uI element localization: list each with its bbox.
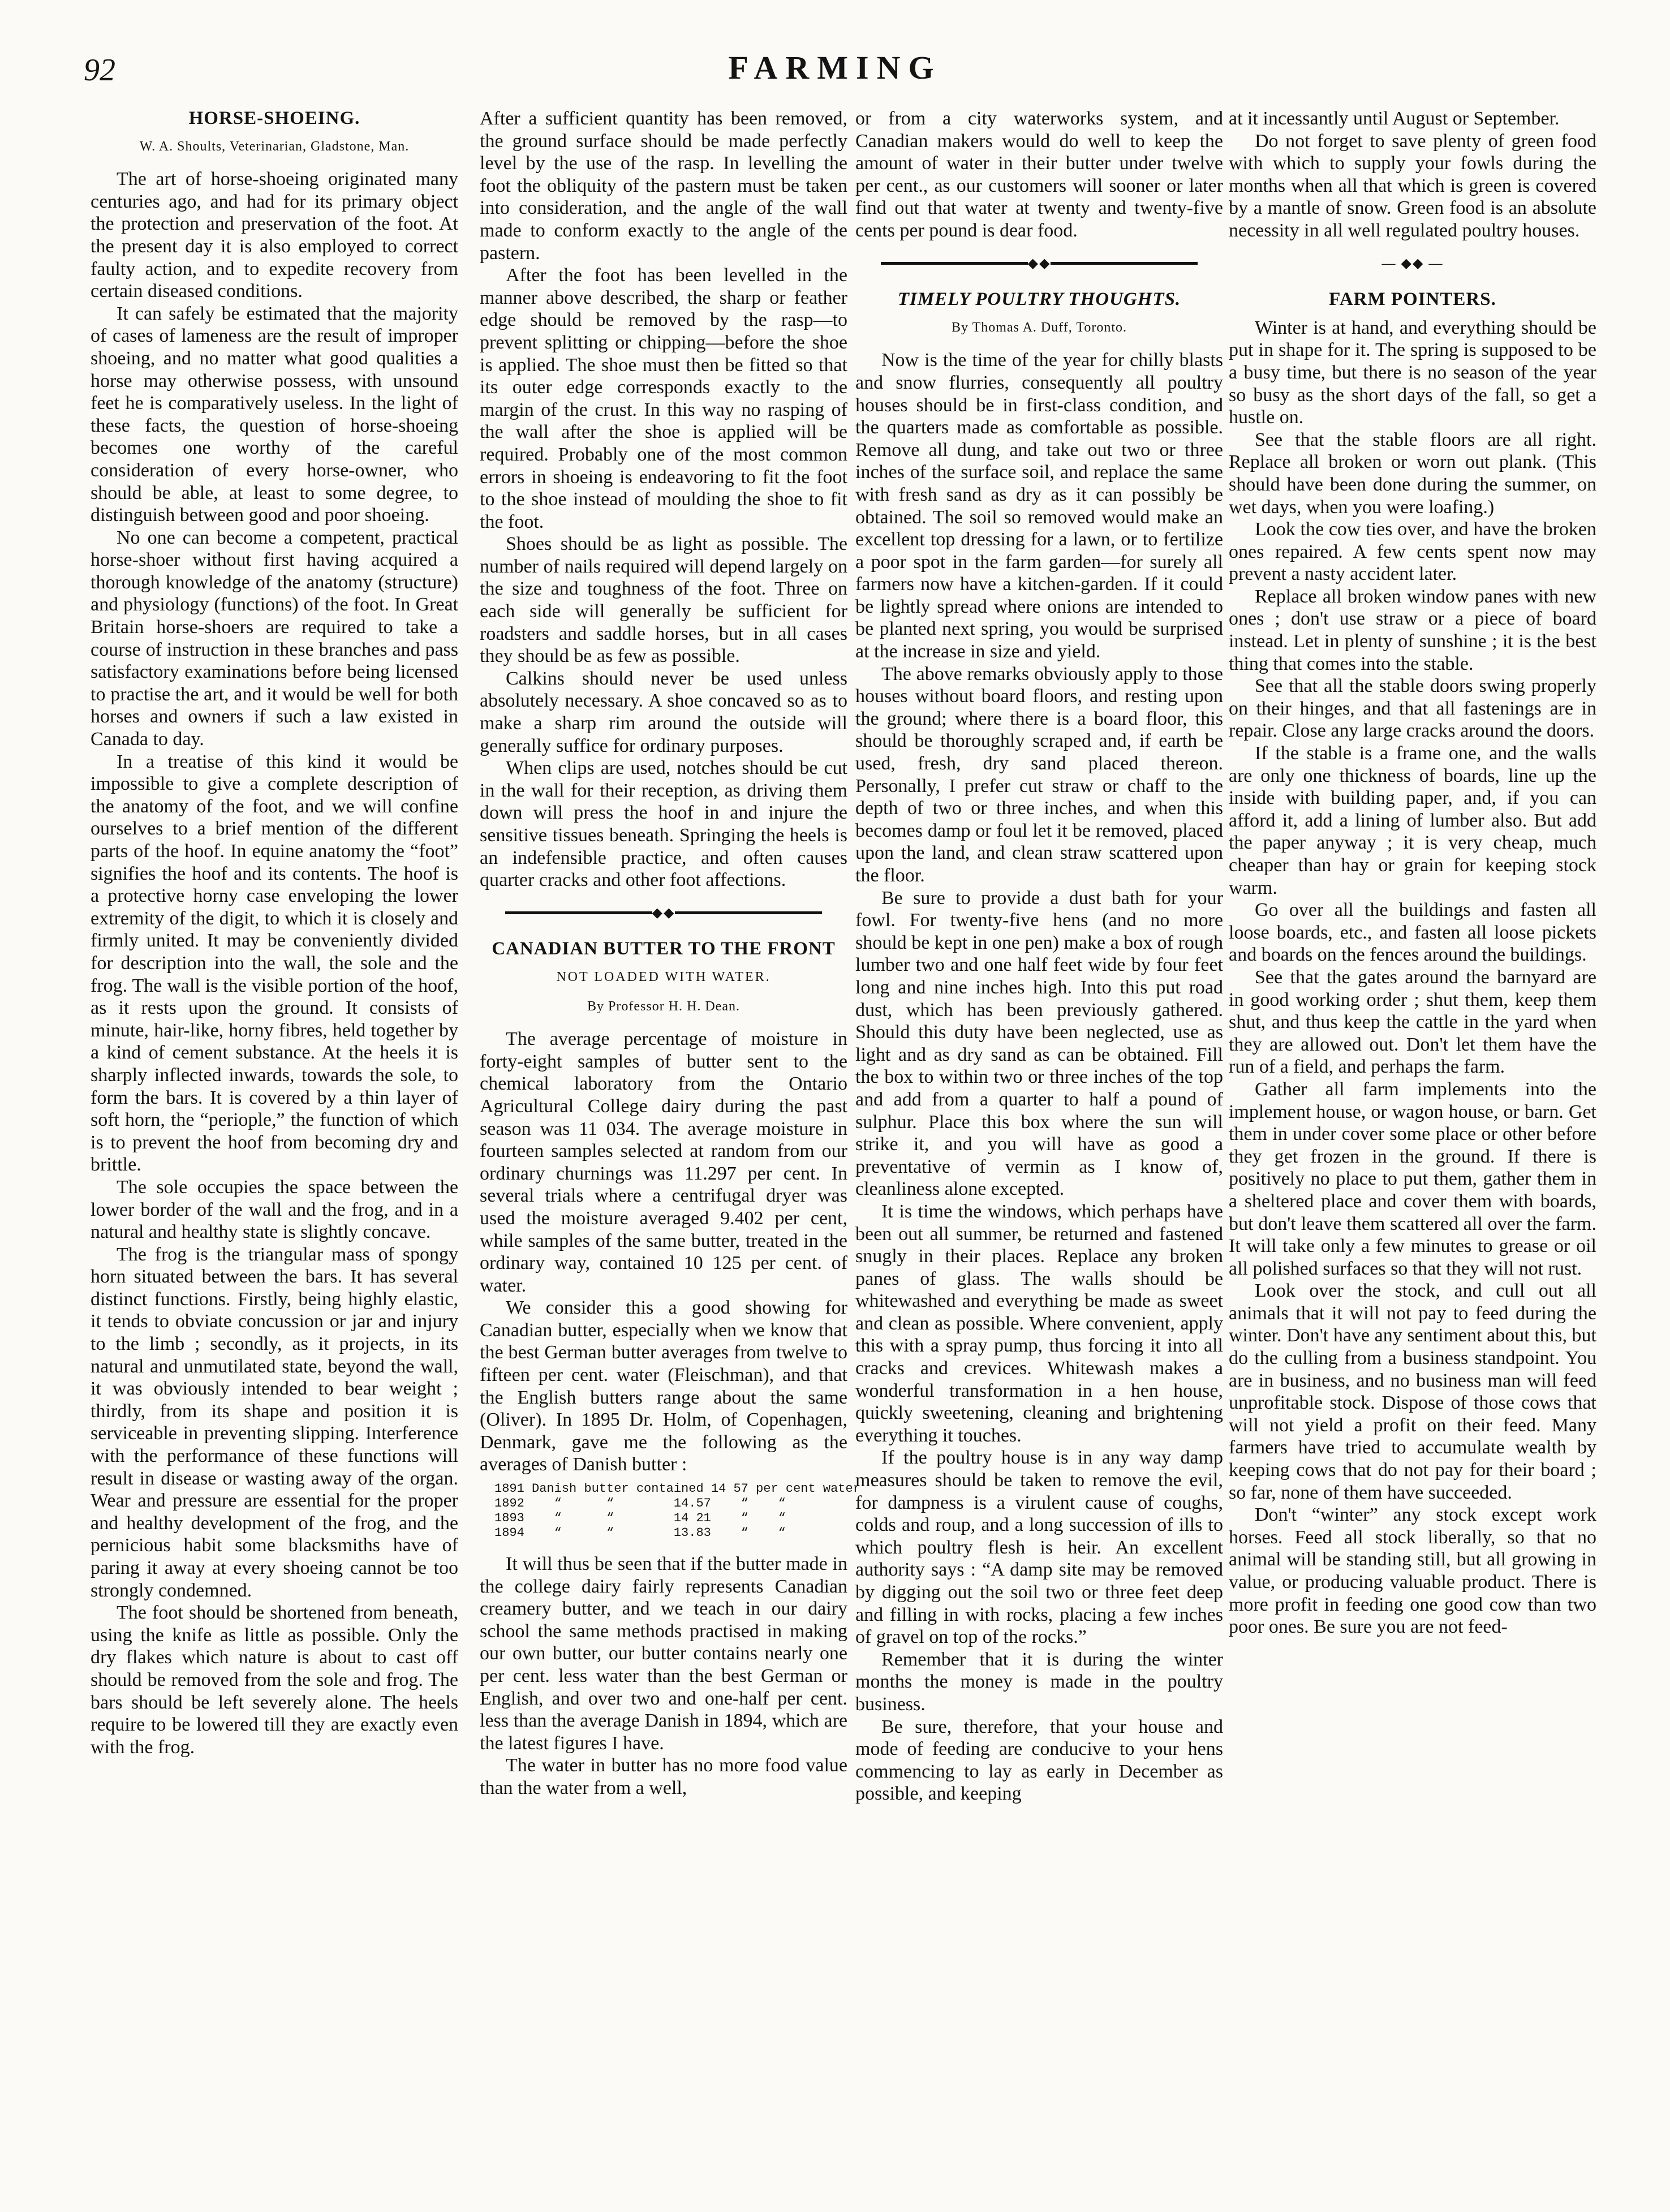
paragraph: The sole occupies the space between the lower border of the wall and the frog, and in a natural and healthy state is slightly concave. [91,1176,458,1243]
paragraph: Now is the time of the year for chilly blasts and snow flurries, consequently all poultry houses should be in first-class condition, and the quarters made as comfortable as possible. Remove all dung, and take out two or three inches of the surface soil, and replace the same with fresh sand as dry as it can possibly be obtained. The soil so removed would make an excellent top dressing for a lawn, or to fertilize a poor spot in the farm garden—for surely all farmers now have a kitchen-garden. If it could be lightly spread where onions are intended to be planted next spring, you would be surprised at the increase in size and yield. [855,350,1223,662]
column-1 [91,107,458,1758]
paragraph: Calkins should never be used unless absolutely necessary. A shoe concaved so as to make a sharp rim around the outside will generally suffice for ordinary purposes. [480,668,847,756]
paragraph: After a sufficient quantity has been removed, the ground surface should be made perfectly level by the use of the rasp. In levelling the foot the obliquity of the pastern must be taken into consideration, and the angle of the wall made to conform exactly to the angle of the pastern. [480,108,847,264]
paragraph: The above remarks obviously apply to those houses without board floors, and resting upon the ground; where there is a board floor, this should be thoroughly scraped and, if earth be used, fresh, dry sand placed thereon. Personally, I prefer cut straw or chaff to the depth of two or three inches, and when this becomes damp or foul let it be removed, placed upon the land, and clean straw scattered upon the floor. [855,663,1223,886]
byline-poultry: By Thomas A. Duff, Toronto. [952,320,1127,335]
column-2 [480,107,860,1800]
paragraph: Do not forget to save plenty of green food with which to supply your fowls during the months when all that which is green is covered by a mantle of snow. Green food is an absolute necessity in all well regulated poultry houses. [1229,130,1596,241]
paragraph: Be sure, therefore, that your house and mode of feeding are conducive to your hens commencing to lay as early in December as possible, and keeping [855,1716,1223,1805]
paragraph: The average percentage of moisture in forty-eight samples of butter sent to the chemical laboratory from the Ontario Agricultural College dairy during the past season was 11 034. The average moisture in fourteen samples selected at random from our ordinary churnings was 11.297 per cent. In several trials where a centrifugal dryer was used the moisture averaged 9.402 per cent, while samples of the same butter, treated in the ordinary way, contained 10 125 per cent. of water. [480,1028,847,1296]
paragraph: Look the cow ties over, and have the broken ones repaired. A few cents spent now may prevent a nasty accident later. [1229,519,1596,585]
table-row: 1893 “ “ 14 21 “ “ [494,1511,786,1526]
paragraph: The art of horse-shoeing originated many centuries ago, and had for its primary object the protection and preservation of the foot. At the present day it is also employed to correct faulty action, and to expedite recovery from certain diseased conditions. [91,169,458,302]
table-row: 1891 Danish butter contained 14 57 per cent water [494,1482,860,1496]
article-title-butter: CANADIAN BUTTER TO THE FRONT [492,939,836,959]
page-number: 92 [84,53,115,88]
paragraph: See that the stable floors are all right. Replace all broken or worn out plank. (This should have been done during the summer, on wet days, when you were loafing.) [1229,429,1596,518]
paragraph: Winter is at hand, and everything should be put in shape for it. The spring is supposed to be a busy time, but there is no season of the year so busy as the short days of the fall, so get a hustle on. [1229,317,1596,428]
column-3 [855,107,1223,1805]
paragraph: No one can become a competent, practical horse-shoer without first having acquired a thorough knowledge of the anatomy (structure) and physiology (functions) of the foot. In Great Britain horse-shoers are required to take a course of instruction in these branches and pass satisfactory examinations before being licensed to practise the art, and it would be well for both horses and owners if such a law existed in Canada to day. [91,527,458,750]
paragraph: After the foot has been levelled in the manner above described, the sharp or feather edge should be removed by the rasp—to prevent splitting or chipping—before the shoe is applied. The shoe must then be fitted so that its outer edge corresponds exactly to the margin of the crust. In this way no rasping of the wall after the shoe is applied will be required. Probably one of the most common errors in shoeing is endeavoring to fit the foot to the shoe instead of moulding the shoe to fit the foot. [480,265,847,532]
paragraph: We consider this a good showing for Canadian butter, especially when we know that the best German butter averages from twelve to fifteen per cent. water (Fleischman), and that the English butters range about the same (Oliver). In 1895 Dr. Holm, of Copenhagen, Denmark, gave me the following as the averages of Danish butter : [480,1297,847,1475]
paragraph: Go over all the buildings and fasten all loose boards, etc., and fasten all loose pickets and boards on the fences around the buildings. [1229,900,1596,966]
paragraph: It will thus be seen that if the butter made in the college dairy fairly represents Canadian creamery butter, and we teach in our dairy school the same methods practised in making our own butter, our butter contains nearly one per cent. less water than the best German or English, and over two and one-half per cent. less than the average Danish in 1894, which are the latest figures I have. [480,1553,847,1754]
paragraph: The foot should be shortened from beneath, using the knife as little as possible. Only the dry flakes which nature is about to cast off should be removed from the sole and frog. The bars should be left severely alone. The heels require to be lowered till they are exactly even with the frog. [91,1602,458,1758]
paragraph: Replace all broken window panes with new ones ; don't use straw or a piece of board instead. Let in plenty of sunshine ; it is the best thing that comes into the stable. [1229,586,1596,674]
table-row: 1892 “ “ 14.57 “ “ [494,1496,786,1511]
paragraph: The frog is the triangular mass of spongy horn situated between the bars. It has several distinct functions. Firstly, being highly elastic, it tends to obviate concussion or jar and injury to the limb ; secondly, as it projects, in its natural and unmutilated state, beyond the wall, it was obviously intended to bear weight ; thirdly, from its shape and position it is serviceable in preventing slipping. Interference with the performance of these functions will result in disease or wasting away of the organ. Wear and pressure are essential for the proper and healthy development of the frog, and the pernicious habit some blacksmiths have of paring it away at every shoeing cannot be too strongly condemned. [91,1243,458,1601]
paragraph: If the poultry house is in any way damp measures should be taken to remove the evil, for dampness is a virulent cause of coughs, colds and roup, and a long succession of ills to which poultry flesh is heir. An excellent authority says : “A damp site may be removed by digging out the soil two or three feet deep and filling in with rocks, placing a few inches of gravel on top of the rocks.” [855,1447,1223,1648]
paragraph: Remember that it is during the winter months the money is made in the poultry business. [855,1649,1223,1715]
running-head: FARMING [728,49,942,86]
paragraph: See that all the stable doors swing properly on their hinges, and that all fastenings are in repair. Close any large cracks around the doors. [1229,675,1596,742]
paragraph: The water in butter has no more food value than the water from a well, [480,1755,847,1798]
paragraph: Be sure to provide a dust bath for your fowl. For twenty-five hens (and no more should be kept in one pen) make a box of rough lumber two and one half feet wide by four feet long and nine inches high. Into this put road dust, which has been previously gathered. Should this duty have been neglected, use as light and as dry sand as can be obtained. Fill the box to within two or three inches of the top and add from a quarter to half a pound of sulphur. Place this box where the sun will strike it, and you will have as good a preventative of vermin as I know of, cleanliness alone excepted. [855,887,1223,1200]
paragraph: It is time the windows, which perhaps have been out all summer, be returned and fastened snugly in their places. Replace any broken panes of glass. The walls should be whitewashed and everything be made as sweet and clean as possible. Where convenient, apply this with a spray pump, thus forcing it into all cracks and crevices. Whitewash makes a wonderful transformation in a hen house, quickly sweetening, cleaning and brightening everything it touches. [855,1200,1223,1446]
paragraph: Gather all farm implements into the implement house, or wagon house, or barn. Get them in under cover some place or other before they get frozen in the ground. If there is positively no place to put them, gather them in a sheltered place and cover them with boards, but don't leave them scattered all over the farm. It will take only a few minutes to grease or oil all polished surfaces so that they will not rust. [1229,1078,1596,1279]
article-subtitle-butter: NOT LOADED WITH WATER. [556,969,771,984]
article-title-horse-shoeing: HORSE-SHOEING. [188,108,360,128]
danish-butter-table [494,1482,860,1540]
paragraph: When clips are used, notches should be cut in the wall for their reception, as driving them down will press the hoof in and injure the sensitive tissues beneath. Springing the heels is an indefensible practice, and often causes quarter cracks and other foot affections. [480,758,847,891]
paragraph: Look over the stock, and cull out all animals that it will not pay to feed during the winter. Don't have any sentiment about this, but do the culling from a business standpoint. You are in business, and no business man will feed unprofitable stock. Dispose of those cows that will not yield a profit on their feed. Many farmers have tried to accumulate wealth by keeping cows that do not pay for their board ; so far, none of them have succeeded. [1229,1280,1596,1503]
section-divider: — ◆◆ — [1381,256,1444,271]
section-divider: ◆◆ [855,251,1223,276]
table-row: 1894 “ “ 13.83 “ “ [494,1526,786,1540]
column-4 [1229,107,1596,1638]
paragraph: Shoes should be as light as possible. The number of nails required will depend largely on the size and toughness of the foot. Three on each side will generally be sufficient for roadsters and saddle horses, but in all cases they should be as few as possible. [480,533,847,667]
paragraph: See that the gates around the barnyard are in good working order ; shut them, keep them shut, and thus keep the cattle in the yard when they are allowed out. Don't let them have the run of a field, and perhaps the farm. [1229,966,1596,1078]
paragraph: In a treatise of this kind it would be impossible to give a complete description of the anatomy of the foot, and we will confine ourselves to a brief mention of the different parts of the hoof. In equine anatomy the “foot” signifies the hoof and its contents. The hoof is a protective horny case enveloping the lower extremity of the digit, to which it is closely and firmly united. It may be conveniently divided for description into the wall, the sole and the frog. The wall is the visible portion of the hoof, as it rests upon the ground. It consists of minute, hair-like, horny fibres, held together by a kind of cement substance. At the heels it is sharply inflected inwards, towards the sole, to form the bars. It is covered by a thin layer of soft horn, the “periople,” the function of which is to prevent the hoof from becoming dry and brittle. [91,751,458,1176]
paragraph: Don't “winter” any stock except work horses. Feed all stock liberally, so that no animal will be standing still, but all growing in value, or producing valuable product. There is more profit in feeding one good cow than two poor ones. Be sure you are not feed- [1229,1504,1596,1638]
section-divider: ◆◆ [480,901,847,925]
article-title-farm-pointers: FARM POINTERS. [1329,289,1496,310]
byline-butter: By Professor H. H. Dean. [587,999,740,1014]
article-title-poultry: TIMELY POULTRY THOUGHTS. [897,289,1181,310]
paragraph: If the stable is a frame one, and the walls are only one thickness of boards, line up the inside with building paper, and, if you can afford it, add a lining of lumber also. But add the paper anyway ; it is very cheap, much cheaper than hay or grain for keeping stock warm. [1229,743,1596,898]
byline-horse-shoeing: W. A. Shoults, Veterinarian, Gladstone, Man. [139,139,410,154]
paragraph: It can safely be estimated that the majority of cases of lameness are the result of improper shoeing, and no matter what good qualities a horse may otherwise possess, with unsound feet he is comparatively useless. In the light of these facts, the question of horse-shoeing becomes one worthy of the careful consideration of every horse-owner, who should be able, at least to some degree, to distinguish between good and poor shoeing. [91,303,458,526]
paragraph: at it incessantly until August or September. [1229,108,1560,129]
paragraph: or from a city waterworks system, and Canadian makers would do well to keep the amount of water in their butter under twelve per cent., as our customers will sooner or later find out that water at twenty and twenty-five cents per pound is dear food. [855,108,1223,241]
